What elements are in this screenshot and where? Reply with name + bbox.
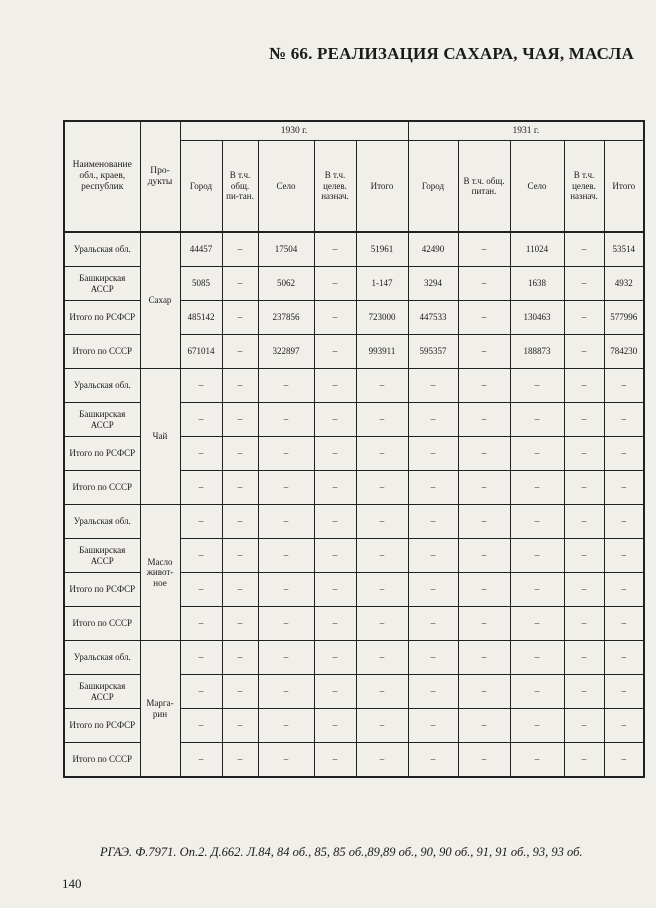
value-cell: –	[356, 675, 408, 709]
value-cell: –	[222, 675, 258, 709]
table-row	[64, 505, 644, 539]
value-cell: –	[408, 539, 458, 573]
value-cell: –	[458, 403, 510, 437]
product-cell: Чай	[140, 369, 180, 505]
value-cell: –	[314, 232, 356, 267]
value-cell: –	[458, 232, 510, 267]
value-cell: –	[408, 437, 458, 471]
value-cell: 5062	[258, 267, 314, 301]
value-cell: –	[314, 743, 356, 778]
value-cell: 53514	[604, 232, 644, 267]
header-year-1931: 1931 г.	[408, 121, 644, 141]
value-cell: –	[458, 709, 510, 743]
header-col-1931: В т.ч. общ. питан.	[458, 141, 510, 233]
table-body	[64, 232, 644, 777]
value-cell: –	[314, 335, 356, 369]
header-col-1930: Село	[258, 141, 314, 233]
value-cell: –	[408, 743, 458, 778]
table-row	[64, 232, 644, 267]
value-cell: –	[510, 573, 564, 607]
header-year-1930: 1930 г.	[180, 121, 408, 141]
region-cell: Уральская обл.	[64, 232, 140, 267]
value-cell: –	[314, 607, 356, 641]
value-cell: –	[314, 539, 356, 573]
value-cell: –	[356, 437, 408, 471]
region-cell: Итого по СССР	[64, 743, 140, 778]
value-cell: –	[356, 573, 408, 607]
value-cell: –	[564, 232, 604, 267]
value-cell: –	[258, 743, 314, 778]
value-cell: –	[408, 471, 458, 505]
value-cell: –	[564, 539, 604, 573]
value-cell: –	[564, 573, 604, 607]
value-cell: –	[356, 471, 408, 505]
value-cell: –	[564, 505, 604, 539]
value-cell: –	[458, 539, 510, 573]
region-cell: Итого по СССР	[64, 607, 140, 641]
value-cell: –	[564, 437, 604, 471]
value-cell: –	[510, 471, 564, 505]
header-col-1931: Город	[408, 141, 458, 233]
value-cell: –	[604, 573, 644, 607]
value-cell: –	[258, 403, 314, 437]
region-cell: Итого по РСФСР	[64, 573, 140, 607]
value-cell: –	[222, 301, 258, 335]
value-cell: –	[458, 573, 510, 607]
value-cell: –	[408, 641, 458, 675]
value-cell: –	[180, 675, 222, 709]
value-cell: –	[604, 709, 644, 743]
value-cell: 17504	[258, 232, 314, 267]
value-cell: 3294	[408, 267, 458, 301]
header-year-row	[64, 121, 644, 141]
region-cell: Уральская обл.	[64, 369, 140, 403]
value-cell: –	[564, 267, 604, 301]
value-cell: –	[564, 743, 604, 778]
value-cell: –	[356, 709, 408, 743]
table-row	[64, 369, 644, 403]
value-cell: –	[458, 301, 510, 335]
value-cell: –	[314, 267, 356, 301]
value-cell: –	[258, 607, 314, 641]
value-cell: –	[222, 403, 258, 437]
value-cell: –	[180, 505, 222, 539]
value-cell: –	[408, 607, 458, 641]
value-cell: –	[356, 403, 408, 437]
value-cell: 11024	[510, 232, 564, 267]
value-cell: –	[222, 267, 258, 301]
value-cell: –	[604, 471, 644, 505]
page-title: № 66. РЕАЛИЗАЦИЯ САХАРА, ЧАЯ, МАСЛА	[269, 44, 634, 63]
region-cell: Итого по СССР	[64, 335, 140, 369]
value-cell: –	[258, 539, 314, 573]
value-cell: –	[510, 607, 564, 641]
header-product: Про-дукты	[140, 121, 180, 232]
value-cell: –	[180, 539, 222, 573]
value-cell: –	[222, 505, 258, 539]
value-cell: –	[604, 539, 644, 573]
value-cell: –	[458, 335, 510, 369]
value-cell: –	[510, 437, 564, 471]
region-cell: Уральская обл.	[64, 505, 140, 539]
value-cell: 577996	[604, 301, 644, 335]
value-cell: –	[258, 641, 314, 675]
value-cell: –	[564, 641, 604, 675]
value-cell: –	[258, 573, 314, 607]
sales-table	[63, 120, 645, 778]
value-cell: –	[408, 505, 458, 539]
value-cell: –	[564, 471, 604, 505]
value-cell: –	[564, 335, 604, 369]
value-cell: 188873	[510, 335, 564, 369]
value-cell: –	[180, 471, 222, 505]
value-cell: –	[180, 403, 222, 437]
value-cell: –	[510, 675, 564, 709]
header-col-1930: Город	[180, 141, 222, 233]
value-cell: 671014	[180, 335, 222, 369]
value-cell: –	[458, 607, 510, 641]
value-cell: –	[222, 607, 258, 641]
value-cell: –	[258, 675, 314, 709]
value-cell: 322897	[258, 335, 314, 369]
header-col-1931: Село	[510, 141, 564, 233]
value-cell: –	[564, 301, 604, 335]
value-cell: 42490	[408, 232, 458, 267]
archive-source-citation: РГАЭ. Ф.7971. Оп.2. Д.662. Л.84, 84 об., 85, 85 об.,89,89 об., 90, 90 об., 91, 91 об., 93, 93 об.	[100, 845, 583, 859]
value-cell: –	[604, 369, 644, 403]
header-col-1931: Итого	[604, 141, 644, 233]
data-table-container	[63, 120, 643, 778]
product-cell: Марга-рин	[140, 641, 180, 778]
value-cell: –	[314, 505, 356, 539]
value-cell: –	[180, 369, 222, 403]
header-col-1930: В т.ч. целев. назнач.	[314, 141, 356, 233]
value-cell: –	[258, 369, 314, 403]
value-cell: –	[604, 641, 644, 675]
region-cell: Башкирская АССР	[64, 675, 140, 709]
value-cell: –	[458, 267, 510, 301]
region-cell: Итого по РСФСР	[64, 437, 140, 471]
value-cell: –	[222, 335, 258, 369]
region-cell: Башкирская АССР	[64, 539, 140, 573]
region-cell: Итого по РСФСР	[64, 709, 140, 743]
value-cell: –	[510, 743, 564, 778]
region-cell: Башкирская АССР	[64, 403, 140, 437]
value-cell: –	[314, 471, 356, 505]
value-cell: –	[458, 369, 510, 403]
value-cell: 4932	[604, 267, 644, 301]
value-cell: –	[458, 675, 510, 709]
value-cell: –	[314, 675, 356, 709]
header-col-1930: Итого	[356, 141, 408, 233]
value-cell: –	[458, 471, 510, 505]
value-cell: –	[408, 369, 458, 403]
value-cell: –	[258, 437, 314, 471]
value-cell: –	[604, 505, 644, 539]
value-cell: –	[180, 743, 222, 778]
value-cell: 5085	[180, 267, 222, 301]
value-cell: –	[510, 641, 564, 675]
header-region: Наименование обл., краев, республик	[64, 121, 140, 232]
value-cell: –	[356, 743, 408, 778]
value-cell: –	[408, 403, 458, 437]
value-cell: –	[180, 607, 222, 641]
value-cell: –	[222, 539, 258, 573]
value-cell: 1638	[510, 267, 564, 301]
value-cell: –	[564, 369, 604, 403]
value-cell: –	[258, 709, 314, 743]
value-cell: –	[258, 505, 314, 539]
value-cell: –	[564, 607, 604, 641]
value-cell: 723000	[356, 301, 408, 335]
region-cell: Уральская обл.	[64, 641, 140, 675]
value-cell: –	[222, 232, 258, 267]
value-cell: –	[356, 641, 408, 675]
value-cell: –	[458, 505, 510, 539]
value-cell: –	[180, 641, 222, 675]
value-cell: –	[314, 709, 356, 743]
header-col-1931: В т.ч. целев. назнач.	[564, 141, 604, 233]
value-cell: 237856	[258, 301, 314, 335]
value-cell: –	[458, 743, 510, 778]
value-cell: 447533	[408, 301, 458, 335]
value-cell: –	[604, 403, 644, 437]
value-cell: –	[458, 641, 510, 675]
value-cell: –	[222, 743, 258, 778]
value-cell: –	[510, 505, 564, 539]
value-cell: –	[356, 607, 408, 641]
value-cell: –	[356, 369, 408, 403]
value-cell: 44457	[180, 232, 222, 267]
value-cell: –	[180, 709, 222, 743]
value-cell: –	[458, 437, 510, 471]
header-col-1930: В т.ч. общ. пи-тан.	[222, 141, 258, 233]
value-cell: –	[408, 709, 458, 743]
value-cell: –	[314, 369, 356, 403]
value-cell: –	[314, 403, 356, 437]
region-cell: Итого по СССР	[64, 471, 140, 505]
value-cell: –	[258, 471, 314, 505]
region-cell: Итого по РСФСР	[64, 301, 140, 335]
value-cell: –	[604, 675, 644, 709]
value-cell: –	[356, 539, 408, 573]
value-cell: 993911	[356, 335, 408, 369]
value-cell: –	[564, 709, 604, 743]
value-cell: –	[314, 641, 356, 675]
value-cell: –	[510, 403, 564, 437]
value-cell: –	[408, 675, 458, 709]
value-cell: –	[180, 437, 222, 471]
value-cell: –	[222, 471, 258, 505]
value-cell: –	[564, 675, 604, 709]
value-cell: 1-147	[356, 267, 408, 301]
value-cell: –	[408, 573, 458, 607]
value-cell: –	[314, 437, 356, 471]
product-cell: Масло живот-ное	[140, 505, 180, 641]
table-row	[64, 641, 644, 675]
value-cell: 595357	[408, 335, 458, 369]
value-cell: –	[314, 573, 356, 607]
value-cell: –	[564, 403, 604, 437]
product-cell: Сахар	[140, 232, 180, 369]
value-cell: 784230	[604, 335, 644, 369]
value-cell: –	[510, 369, 564, 403]
value-cell: –	[604, 607, 644, 641]
value-cell: –	[510, 539, 564, 573]
value-cell: –	[356, 505, 408, 539]
value-cell: 485142	[180, 301, 222, 335]
value-cell: –	[510, 709, 564, 743]
value-cell: –	[604, 743, 644, 778]
value-cell: –	[604, 437, 644, 471]
value-cell: –	[222, 437, 258, 471]
value-cell: –	[222, 573, 258, 607]
value-cell: –	[222, 369, 258, 403]
value-cell: –	[222, 709, 258, 743]
value-cell: 51961	[356, 232, 408, 267]
region-cell: Башкирская АССР	[64, 267, 140, 301]
value-cell: –	[222, 641, 258, 675]
page-number: 140	[62, 876, 82, 891]
value-cell: 130463	[510, 301, 564, 335]
value-cell: –	[180, 573, 222, 607]
value-cell: –	[314, 301, 356, 335]
